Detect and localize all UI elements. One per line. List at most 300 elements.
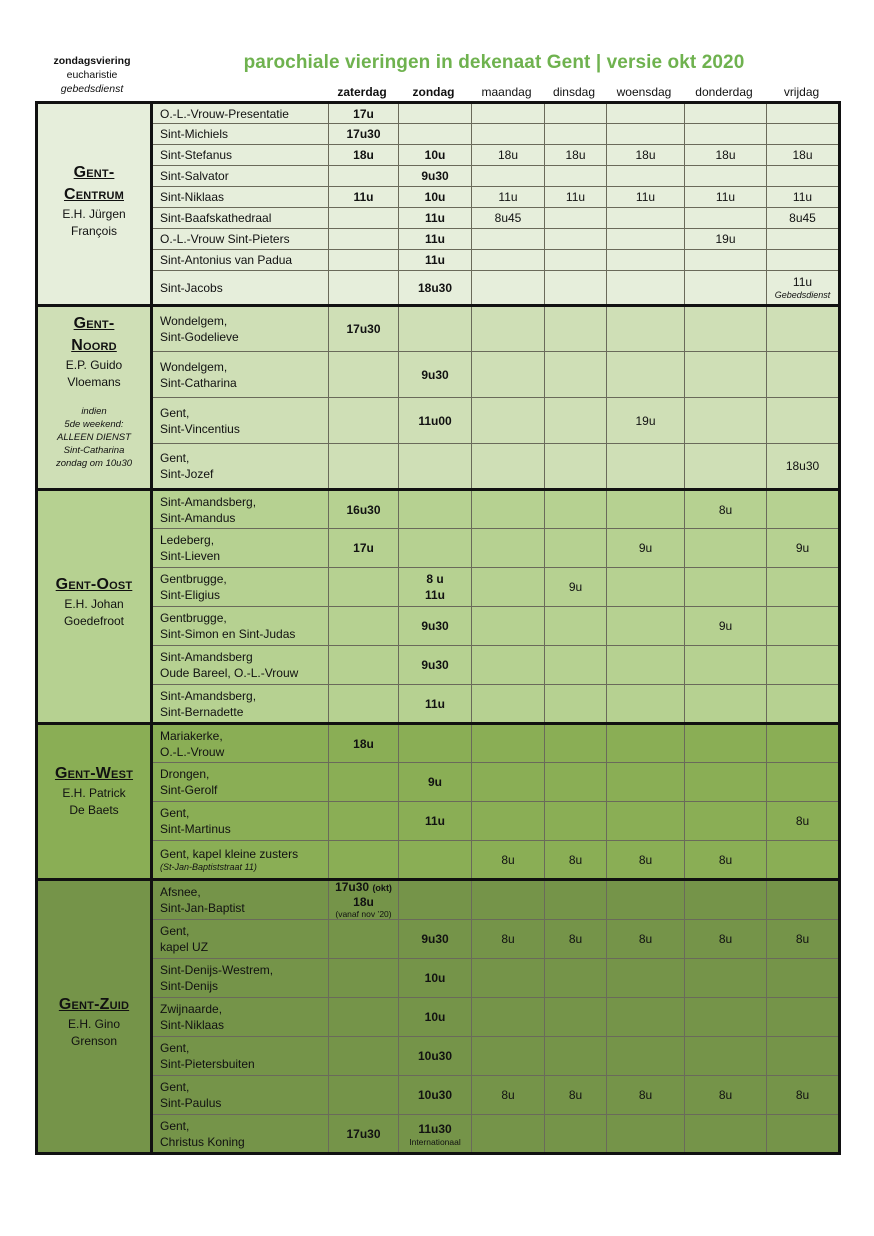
table-row: [37, 568, 840, 607]
time-dinsdag: [545, 166, 607, 187]
time-zaterdag: [329, 880, 399, 920]
time-dinsdag: [545, 306, 607, 352]
time-vrijdag: [767, 490, 840, 529]
time-woensdag: [607, 646, 685, 685]
time-vrijdag: [767, 229, 840, 250]
time-donderdag: [685, 490, 767, 529]
time-donderdag: [685, 685, 767, 724]
time-value: 16u30: [346, 502, 381, 517]
time-donderdag: [685, 802, 767, 841]
time-woensdag: [607, 529, 685, 568]
time-value: 11u: [424, 814, 445, 828]
time-zondag: [399, 763, 472, 802]
time-donderdag: [685, 841, 767, 880]
table-row: [37, 398, 840, 444]
legend-sunday-service: zondagsviering: [53, 55, 131, 67]
time-maandag: [472, 124, 545, 145]
church-name-line: Gent,: [160, 405, 190, 420]
time-donderdag: [685, 166, 767, 187]
time-value: 8u: [718, 852, 733, 867]
time-zaterdag: [329, 490, 399, 529]
region-priest-line2: Goedefroot: [63, 614, 125, 628]
table-row: [37, 166, 840, 187]
time-dinsdag: [545, 490, 607, 529]
church-name-line: Sint-Gerolf: [160, 783, 218, 797]
church-name-line: Gent,: [160, 1041, 190, 1055]
table-row: [37, 124, 840, 145]
time-woensdag: [607, 959, 685, 998]
region-priest-line2: François: [70, 224, 117, 238]
time-dinsdag: [545, 398, 607, 444]
table-row: [37, 1037, 840, 1076]
time-zondag: [399, 646, 472, 685]
time-zondag: [399, 568, 472, 607]
table-row: [37, 763, 840, 802]
church-name-line: Sint-Simon en Sint-Judas: [160, 627, 296, 641]
table-row: [37, 841, 840, 880]
header-dinsdag: dinsdag: [552, 85, 596, 99]
church-name-line: Christus Koning: [160, 1134, 245, 1149]
time-donderdag: [685, 229, 767, 250]
time-woensdag: [607, 352, 685, 398]
region-note: [40, 405, 148, 470]
church-name: [152, 959, 329, 998]
church-name: [152, 880, 329, 920]
church-name: [152, 724, 329, 763]
time-vrijdag: [767, 208, 840, 229]
schedule-body: [37, 103, 840, 1154]
church-name-line: Sint-Denijs: [160, 979, 219, 993]
time-woensdag: [607, 208, 685, 229]
church-name: [152, 208, 329, 229]
time-zaterdag: [329, 841, 399, 880]
church-name-line: kapel UZ: [160, 940, 209, 954]
time-zaterdag: [329, 306, 399, 352]
time-zondag: [399, 166, 472, 187]
time-vrijdag: [767, 607, 840, 646]
church-name-line: Sint-Amandus: [160, 510, 236, 525]
church-name-line: Sint-Denijs-Westrem,: [160, 963, 274, 977]
time-dinsdag: [545, 802, 607, 841]
time-maandag: [472, 1076, 545, 1115]
table-row: [37, 607, 840, 646]
time-value: 18u: [497, 148, 519, 162]
page-title: parochiale vieringen in dekenaat Gent | versie okt 2020: [243, 52, 745, 73]
time-maandag: [472, 306, 545, 352]
time-vrijdag: [767, 444, 840, 490]
church-name-line: Sint-Baafskathedraal: [160, 211, 272, 225]
region-name: Gent-West: [54, 765, 134, 782]
time-value: 8u: [501, 1088, 515, 1102]
time-maandag: [472, 1037, 545, 1076]
time-zondag: [399, 103, 472, 124]
time-zondag: [399, 607, 472, 646]
time-vrijdag: [767, 724, 840, 763]
church-name: [152, 124, 329, 145]
time-maandag: [472, 959, 545, 998]
time-zondag: [399, 920, 472, 959]
time-zondag: [399, 145, 472, 166]
time-donderdag: [685, 208, 767, 229]
church-name: [152, 444, 329, 490]
church-name-line: Wondelgem,: [160, 359, 228, 374]
time-value: 9u30: [421, 169, 449, 183]
time-maandag: [472, 646, 545, 685]
time-woensdag: [607, 685, 685, 724]
time-value: 9u30: [421, 658, 449, 672]
time-zaterdag: [329, 568, 399, 607]
header-maandag: maandag: [481, 85, 532, 99]
legend: [36, 54, 148, 96]
time-value: 18u: [715, 148, 736, 162]
time-zondag: [399, 229, 472, 250]
time-woensdag: [607, 841, 685, 880]
header-donderdag: donderdag: [695, 85, 753, 99]
time-dinsdag: [545, 998, 607, 1037]
time-value: 9u: [427, 775, 442, 789]
region-zuid: [37, 880, 152, 1154]
header-woensdag: woensdag: [616, 85, 672, 99]
time-woensdag: [607, 444, 685, 490]
time-vrijdag: [767, 1076, 840, 1115]
time-woensdag: [607, 607, 685, 646]
time-value: 9u30: [421, 932, 449, 946]
church-name: [152, 529, 329, 568]
time-zondag: [399, 1115, 472, 1154]
time-value: 11u: [424, 232, 445, 246]
church-name-line: Sint-Amandsberg,: [160, 688, 257, 703]
time-vrijdag: [767, 920, 840, 959]
time-zondag: [399, 187, 472, 208]
region-priest: E.P. Guido: [65, 358, 123, 372]
time-value: 11u: [635, 190, 656, 204]
time-value: 11u: [424, 696, 445, 711]
time-woensdag: [607, 1076, 685, 1115]
time-donderdag: [685, 250, 767, 271]
church-name-line: Gent, kapel kleine zusters: [160, 847, 299, 861]
church-name-line: Gent,: [160, 1118, 190, 1133]
time-value: 10u30: [417, 1049, 453, 1063]
time-dinsdag: [545, 229, 607, 250]
time-woensdag: [607, 187, 685, 208]
time-value: 8u: [568, 932, 583, 946]
time-zondag: [399, 998, 472, 1037]
church-name: [152, 187, 329, 208]
time-value: 17u30: [346, 322, 381, 336]
time-maandag: [472, 398, 545, 444]
time-dinsdag: [545, 724, 607, 763]
church-name-line: Gentbrugge,: [160, 572, 227, 586]
time-donderdag: [685, 352, 767, 398]
time-zaterdag: [329, 166, 399, 187]
time-value: 8u: [568, 852, 583, 867]
church-name: [152, 998, 329, 1037]
time-dinsdag: [545, 920, 607, 959]
time-maandag: [472, 529, 545, 568]
time-maandag: [472, 841, 545, 880]
time-maandag: [472, 352, 545, 398]
church-name: [152, 607, 329, 646]
time-vrijdag: [767, 187, 840, 208]
time-maandag: [472, 444, 545, 490]
time-value: 18u30: [785, 459, 820, 473]
region-note-line: Sint-Catharina: [63, 445, 125, 456]
time-donderdag: [685, 568, 767, 607]
time-value: 18u: [353, 148, 374, 162]
time-vrijdag: [767, 646, 840, 685]
time-value: 8u: [795, 932, 810, 946]
header-zaterdag: zaterdag: [337, 85, 387, 99]
time-value: 11u30: [418, 1121, 452, 1136]
time-maandag: [472, 802, 545, 841]
region-name: Gent-Oost: [55, 576, 133, 593]
time-value: 19u: [715, 232, 736, 246]
region-priest: E.H. Gino: [67, 1017, 121, 1031]
region-priest-line2: De Baets: [69, 803, 119, 817]
table-row: [37, 1115, 840, 1154]
time-woensdag: [607, 802, 685, 841]
time-value: 10u: [424, 148, 446, 162]
time-zondag: [399, 250, 472, 271]
church-name-line: Sint-Jacobs: [160, 280, 223, 295]
church-name: [152, 250, 329, 271]
time-zondag: [399, 685, 472, 724]
time-vrijdag: [767, 103, 840, 124]
church-address: (St-Jan-Baptiststraat 11): [160, 862, 257, 872]
time-value: 17u30: [335, 880, 370, 894]
table-row: [37, 685, 840, 724]
church-name-line: Sint-Salvator: [160, 169, 229, 183]
time-vrijdag: [767, 398, 840, 444]
time-value: 17u30: [346, 1126, 381, 1141]
church-name-line: Sint-Godelieve: [160, 330, 239, 344]
church-name-line: Gent,: [160, 924, 190, 938]
time-vrijdag: [767, 250, 840, 271]
time-dinsdag: [545, 841, 607, 880]
time-maandag: [472, 998, 545, 1037]
church-name: [152, 306, 329, 352]
table-row: [37, 208, 840, 229]
church-name-line: Gent,: [160, 806, 190, 820]
time-dinsdag: [545, 444, 607, 490]
time-value: 9u: [795, 541, 810, 555]
church-name-line: Sint-Stefanus: [160, 148, 233, 162]
time-zaterdag: [329, 802, 399, 841]
time-maandag: [472, 763, 545, 802]
time-donderdag: [685, 124, 767, 145]
church-name: [152, 841, 329, 880]
time-donderdag: [685, 444, 767, 490]
time-woensdag: [607, 124, 685, 145]
region-priest-line2: Grenson: [70, 1034, 118, 1048]
time-maandag: [472, 103, 545, 124]
time-maandag: [472, 229, 545, 250]
time-woensdag: [607, 398, 685, 444]
time-zondag: [399, 1076, 472, 1115]
time-dinsdag: [545, 352, 607, 398]
time-note: Internationaal: [409, 1136, 461, 1147]
time-donderdag: [685, 724, 767, 763]
time-value: 8u: [638, 1088, 653, 1102]
region-name: Gent-: [73, 315, 115, 332]
time-woensdag: [607, 490, 685, 529]
time-zondag: [399, 529, 472, 568]
time-donderdag: [685, 529, 767, 568]
time-donderdag: [685, 306, 767, 352]
region-noord: [37, 306, 152, 490]
time-maandag: [472, 724, 545, 763]
time-value: 18u: [565, 148, 586, 162]
time-vrijdag: [767, 1115, 840, 1154]
time-vrijdag: [767, 841, 840, 880]
church-name: [152, 103, 329, 124]
time-vrijdag: [767, 166, 840, 187]
table-row: [37, 145, 840, 166]
time-zaterdag: [329, 398, 399, 444]
time-zaterdag: [329, 444, 399, 490]
time-value: 11u00: [418, 413, 452, 428]
time-woensdag: [607, 306, 685, 352]
church-name: [152, 271, 329, 306]
church-name-line: Gentbrugge,: [160, 611, 227, 625]
time-dinsdag: [545, 1076, 607, 1115]
header-vrijdag: vrijdag: [783, 85, 820, 99]
time-zaterdag: [329, 998, 399, 1037]
time-vrijdag: [767, 685, 840, 724]
time-zaterdag: [329, 103, 399, 124]
time-vrijdag: [767, 763, 840, 802]
church-name-line: O.-L.-Vrouw-Presentatie: [160, 106, 289, 121]
time-value: 8u: [718, 932, 733, 946]
church-name-line: Sint-Niklaas: [160, 190, 225, 204]
time-value: 10u30: [417, 1088, 453, 1102]
time-zaterdag: [329, 646, 399, 685]
time-zondag: [399, 959, 472, 998]
time-zondag: [399, 398, 472, 444]
time-maandag: [472, 568, 545, 607]
region-name-line2: Noord: [71, 337, 117, 354]
church-name-line: Sint-Jozef: [160, 467, 214, 481]
region-priest-line2: Vloemans: [67, 375, 121, 389]
time-woensdag: [607, 724, 685, 763]
time-donderdag: [685, 1037, 767, 1076]
table-row: [37, 306, 840, 352]
time-value: 9u: [568, 580, 583, 594]
time-dinsdag: [545, 145, 607, 166]
time-vrijdag: [767, 352, 840, 398]
time-value: 8u: [795, 1088, 810, 1102]
time-zondag: [399, 490, 472, 529]
time-value: 9u30: [421, 367, 449, 382]
church-name: [152, 145, 329, 166]
time-note: (vanaf nov ’20): [335, 909, 392, 919]
church-name-line: Zwijnaarde,: [160, 1002, 223, 1016]
header-zondag: zondag: [412, 85, 455, 99]
time-dinsdag: [545, 103, 607, 124]
time-value: 8 u: [426, 572, 444, 586]
church-name-line: Sint-Martinus: [160, 822, 231, 836]
schedule-table: [35, 101, 841, 1155]
time-donderdag: [685, 1076, 767, 1115]
time-value: 8u45: [494, 211, 522, 225]
region-priest: E.H. Johan: [64, 597, 124, 611]
time-zaterdag: [329, 1037, 399, 1076]
time-value: 18u: [792, 148, 813, 162]
time-value: 8u: [718, 502, 733, 517]
time-donderdag: [685, 920, 767, 959]
time-woensdag: [607, 103, 685, 124]
region-priest: E.H. Jürgen: [62, 207, 126, 221]
time-value: 8u: [501, 932, 515, 946]
time-vrijdag: [767, 568, 840, 607]
time-dinsdag: [545, 529, 607, 568]
church-name-line: Sint-Jan-Baptist: [160, 901, 245, 915]
time-maandag: [472, 607, 545, 646]
time-maandag: [472, 880, 545, 920]
time-value: 11u: [424, 211, 445, 225]
region-note-line: indien: [81, 406, 107, 417]
time-donderdag: [685, 959, 767, 998]
time-vrijdag: [767, 880, 840, 920]
time-woensdag: [607, 166, 685, 187]
time-zaterdag: [329, 352, 399, 398]
time-woensdag: [607, 1037, 685, 1076]
time-zaterdag: [329, 229, 399, 250]
time-zondag: [399, 724, 472, 763]
time-dinsdag: [545, 124, 607, 145]
table-row: [37, 187, 840, 208]
time-value: 11u: [353, 190, 374, 204]
time-donderdag: [685, 646, 767, 685]
time-zondag: [399, 444, 472, 490]
time-value: 18u: [353, 736, 374, 751]
time-donderdag: [685, 398, 767, 444]
church-name-line: Oude Bareel, O.-L.-Vrouw: [160, 666, 299, 680]
region-name: Gent-: [73, 164, 115, 181]
time-maandag: [472, 166, 545, 187]
time-dinsdag: [545, 271, 607, 306]
time-donderdag: [685, 271, 767, 306]
church-name: [152, 490, 329, 529]
time-donderdag: [685, 103, 767, 124]
table-row: [37, 959, 840, 998]
table-row: [37, 880, 840, 920]
table-row: [37, 352, 840, 398]
time-zondag: [399, 208, 472, 229]
region-name-line2: Centrum: [63, 186, 124, 203]
time-vrijdag: [767, 271, 840, 306]
time-woensdag: [607, 920, 685, 959]
church-name-line: Sint-Antonius van Padua: [160, 253, 293, 267]
legend-eucharist: eucharistie: [66, 69, 118, 81]
time-maandag: [472, 187, 545, 208]
time-vrijdag: [767, 529, 840, 568]
time-zondag: [399, 841, 472, 880]
time-woensdag: [607, 880, 685, 920]
table-row: [37, 802, 840, 841]
time-zondag: [399, 306, 472, 352]
church-name: [152, 920, 329, 959]
church-name-line: Gent,: [160, 1080, 190, 1094]
church-name-line: Wondelgem,: [160, 314, 228, 328]
time-vrijdag: [767, 1037, 840, 1076]
time-donderdag: [685, 1115, 767, 1154]
time-vrijdag: [767, 124, 840, 145]
church-name-line: Sint-Amandsberg,: [160, 494, 257, 509]
time-value: 8u: [795, 814, 810, 828]
time-zondag: [399, 352, 472, 398]
time-value: 18u30: [417, 280, 453, 295]
